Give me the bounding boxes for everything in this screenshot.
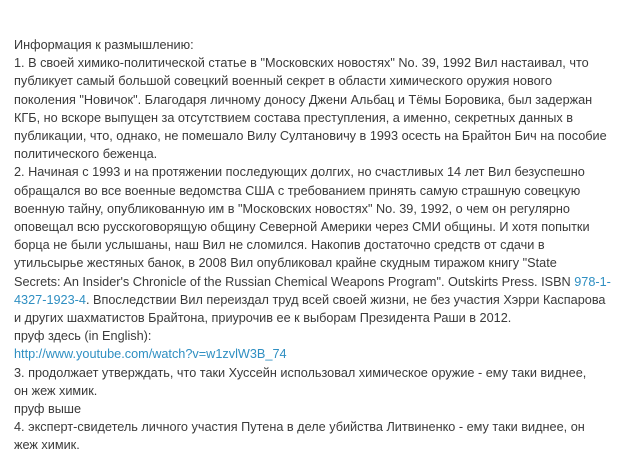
text-line: [14, 400, 614, 418]
text-line: [14, 291, 614, 309]
text-line: [14, 309, 614, 327]
text-segment: КГБ, но вскоре выпущен за отсутствием состава преступления, а именно, секретных данных в: [14, 110, 573, 125]
text-line: [14, 127, 614, 145]
text-segment: поколения "Новичок". Благодаря личному доносу Джени Альбац и Тёмы Боровика, был задержан: [14, 92, 593, 107]
text-segment: борца не были услышаны, наш Вил не сломился. Накопив достаточно средств от сдачи в: [14, 238, 545, 253]
text-segment: он жеж химик.: [14, 383, 98, 398]
text-line: [14, 91, 614, 109]
hyperlink[interactable]: 4327-1923-4: [14, 292, 86, 307]
text-line: [14, 72, 614, 90]
text-line: [14, 364, 614, 382]
text-segment: пруф выше: [14, 402, 82, 417]
text-segment: публикует самый большой совецкий военный секрет в области химического оружия нового: [14, 74, 553, 89]
text-segment: пруф здесь (in English):: [14, 329, 152, 344]
text-line: [14, 36, 614, 54]
text-segment: утильсырье жестяных банок, в 2008 Вил опубликовал крайне скудным тиражом книгу "State: [14, 256, 557, 271]
text-line: [14, 418, 614, 436]
text-line: [14, 254, 614, 272]
hyperlink[interactable]: 978-1-: [574, 274, 611, 289]
text-line: [14, 327, 614, 345]
text-segment: 2. Начиная с 1993 и на протяжении последующих долгих, но счастливых 14 лет Вил безуспешно: [14, 165, 585, 180]
text-segment: . Впоследствии Вил переиздал труд всей своей жизни, не без участия Хэрри Каспарова: [85, 292, 606, 307]
text-segment: 4. эксперт-свидетель личного участия Путена в деле убийства Литвиненко - ему таки виднее, он: [14, 420, 585, 435]
text-segment: оповещал всю русскоговорящую общину Северной Америки через СМИ общины. И хотя попытки: [14, 220, 590, 235]
text-line: [14, 163, 614, 181]
text-line: [14, 273, 614, 291]
text-segment: Secrets: An Insider's Chronicle of the Russian Chemical Weapons Program". Outskirts Press. ISBN: [14, 274, 575, 289]
text-line: [14, 54, 614, 72]
text-segment: Информация к размышлению:: [14, 38, 194, 52]
text-line: [14, 345, 614, 363]
text-segment: публикации, что, однако, не помешало Вилу Султановичу в 1993 осесть на Брайтон Бич на пособие: [14, 129, 607, 144]
text-line: [14, 436, 614, 454]
text-line: [14, 382, 614, 400]
text-segment: 1. В своей химико-политической статье в "Московских новостях" No. 39, 1992 Вил настаивал, что: [14, 56, 589, 71]
text-segment: жеж химик.: [14, 438, 80, 453]
text-line: [14, 182, 614, 200]
text-line: [14, 236, 614, 254]
text-line: [14, 109, 614, 127]
text-segment: и других шахматистов Брайтона, приурочив ее к выборам Президента Раши в 2012.: [14, 311, 512, 326]
text-line: [14, 218, 614, 236]
text-line: [14, 145, 614, 163]
text-segment: военную тайну, опубликованную им в "Московских новостях" No. 39, 1992, о чем он регулярно: [14, 201, 570, 216]
text-segment: обращался во все военные ведомства США с требованием принять самую страшную совецкую: [14, 183, 581, 198]
text-segment: политического беженца.: [14, 147, 158, 162]
text-line: [14, 200, 614, 218]
hyperlink[interactable]: http://www.youtube.com/watch?v=w1zvlW3B_74: [14, 347, 287, 362]
text-segment: 3. продолжает утверждать, что таки Хуссейн использовал химическое оружие - ему таки виднее,: [14, 365, 587, 380]
